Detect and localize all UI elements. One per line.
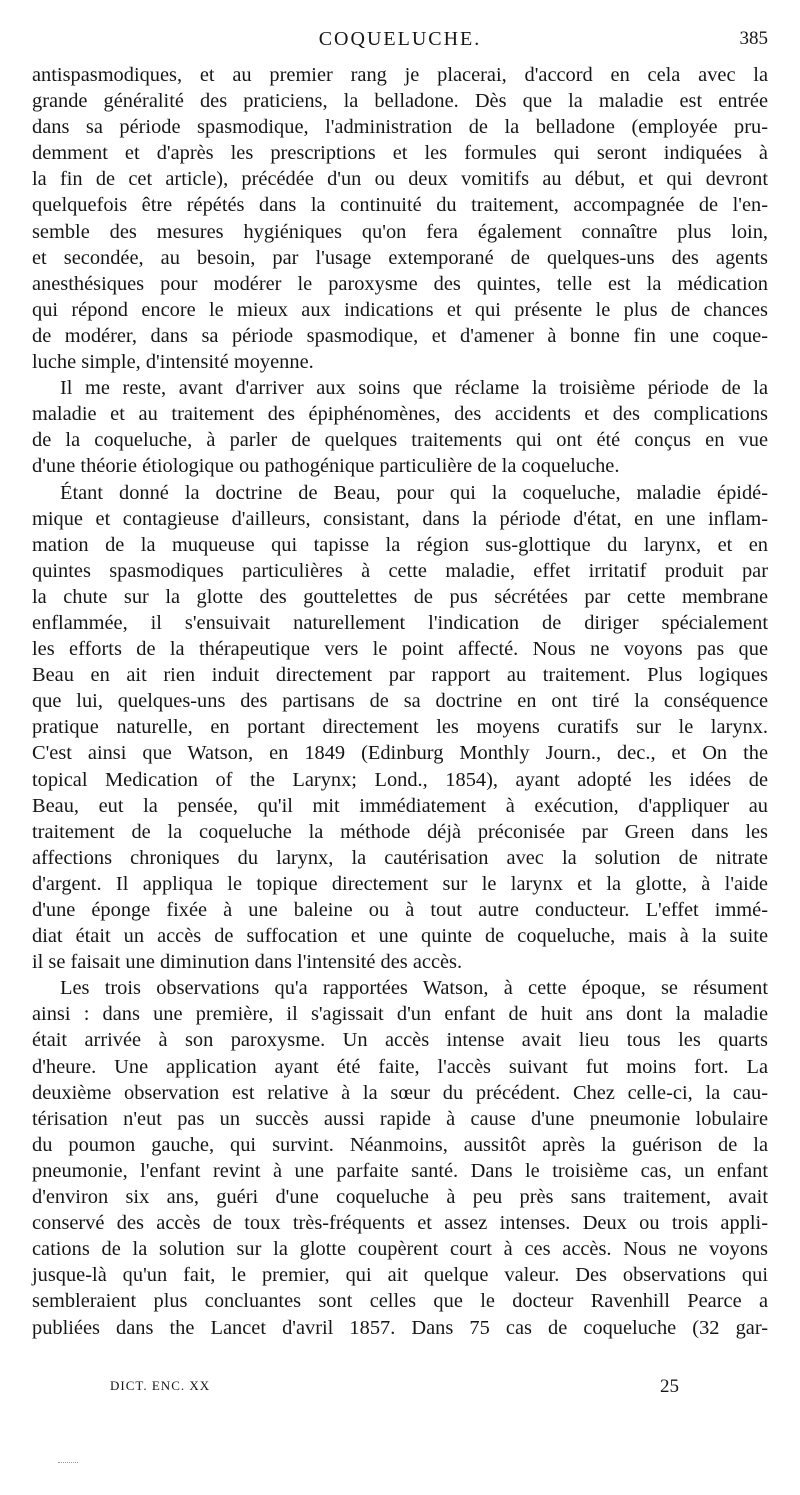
- text-line: et secondée, au besoin, par l'usage extemporané de quelques-uns des agents: [32, 246, 768, 269]
- text-line: d'une théorie étiologique ou pathogénique particulière de la coqueluche.: [32, 455, 620, 478]
- text-line: topical Medication of the Larynx; Lond., 1854), ayant adopté les idées de: [32, 768, 768, 791]
- text-line: C'est ainsi que Watson, en 1849 (Edinburg Monthly Journ., dec., et On the: [32, 742, 768, 765]
- text-line: il se faisait une diminution dans l'intensité des accès.: [32, 951, 463, 974]
- text-line: mation de la muqueuse qui tapisse la région sus-glottique du larynx, et en: [32, 533, 768, 556]
- print-mark: [58, 1462, 78, 1465]
- text-line: térisation n'eut pas un succès aussi rapide à cause d'une pneumonie lobulaire: [32, 1107, 768, 1130]
- text-line: affections chroniques du larynx, la cautérisation avec la solution de nitrate: [32, 846, 768, 869]
- text-line: antispasmodiques, et au premier rang je placerai, d'accord en cela avec la: [32, 64, 768, 86]
- page-footer: [110, 1376, 710, 1404]
- text-line: pratique naturelle, en portant directement les moyens curatifs sur le larynx.: [32, 716, 768, 739]
- text-line: demment et d'après les prescriptions et les formules qui seront indiquées à: [32, 142, 768, 165]
- text-line: deuxième observation est relative à la sœur du précédent. Chez celle-ci, la cau-: [32, 1081, 768, 1104]
- text-line: que lui, quelques-uns des partisans de sa doctrine en ont tiré la conséquence: [32, 690, 768, 713]
- text-line: publiées dans the Lancet d'avril 1857. Dans 75 cas de coqueluche (32 gar-: [32, 1316, 768, 1339]
- text-line: grande généralité des praticiens, la belladone. Dès que la maladie est entrée: [32, 90, 768, 113]
- page-number: 385: [739, 28, 768, 49]
- text-line: d'une éponge fixée à une baleine ou à tout autre conducteur. L'effet immé-: [32, 899, 768, 921]
- text-line: semble des mesures hygiéniques qu'on fera également connaître plus loin,: [32, 220, 768, 243]
- text-line: Beau en ait rien induit directement par rapport au traitement. Plus logiques: [32, 664, 768, 687]
- text-line: d'heure. Une application ayant été faite, l'accès suivant fut moins fort. La: [32, 1055, 768, 1078]
- text-line: traitement de la coqueluche la méthode déjà préconisée par Green dans les: [32, 820, 768, 843]
- text-line: était arrivée à son paroxysme. Un accès intense avait lieu tous les quarts: [32, 1029, 768, 1052]
- text-line: les efforts de la thérapeutique vers le point affecté. Nous ne voyons pas que: [32, 638, 768, 661]
- sheet-number: 25: [660, 1376, 679, 1397]
- text-line: ainsi : dans une première, il s'agissait d'un enfant de huit ans dont la maladie: [32, 1003, 768, 1026]
- text-line: quintes spasmodiques particulières à cette maladie, effet irritatif produit par: [32, 559, 768, 582]
- text-line: cations de la solution sur la glotte coupèrent court à ces accès. Nous ne voyons: [32, 1238, 768, 1261]
- text-line: dans sa période spasmodique, l'administration de la belladone (employée pru-: [32, 116, 768, 139]
- text-line: la chute sur la glotte des gouttelettes de pus sécrétées par cette membrane: [32, 585, 768, 608]
- text-line: pneumonie, l'enfant revint à une parfaite santé. Dans le troisième cas, un enfant: [32, 1159, 768, 1182]
- text-line: quelquefois être répétés dans la continuité du traitement, accompagnée de l'en-: [32, 194, 768, 217]
- text-line: du poumon gauche, qui survint. Néanmoins, aussitôt après la guérison de la: [32, 1133, 768, 1156]
- text-line: anesthésiques pour modérer le paroxysme des quintes, telle est la médication: [32, 272, 768, 295]
- text-line: enflammée, il s'ensuivait naturellement l'indication de diriger spécialement: [32, 611, 768, 634]
- running-title: COQUELUCHE.: [318, 28, 482, 50]
- text-line: de la coqueluche, à parler de quelques traitements qui ont été conçus en vue: [32, 429, 768, 452]
- text-line: Il me reste, avant d'arriver aux soins que réclame la troisième période de la: [60, 377, 768, 400]
- text-line: Étant donné la doctrine de Beau, pour qui la coqueluche, maladie épidé-: [60, 481, 768, 504]
- text-line: conservé des accès de toux très-fréquents et assez intenses. Deux ou trois appli-: [32, 1212, 768, 1235]
- text-line: mique et contagieuse d'ailleurs, consistant, dans la période d'état, en une inflam-: [32, 507, 768, 530]
- text-line: qui répond encore le mieux aux indications et qui présente le plus de chances: [32, 298, 768, 321]
- text-line: la fin de cet article), précédée d'un ou deux vomitifs au début, et qui devront: [32, 168, 768, 191]
- body-text: [32, 62, 768, 1341]
- text-line: Beau, eut la pensée, qu'il mit immédiatement à exécution, d'appliquer au: [32, 794, 768, 817]
- text-line: de modérer, dans sa période spasmodique, et d'amener à bonne fin une coque-: [32, 324, 768, 347]
- text-line: sembleraient plus concluantes sont celles que le docteur Ravenhill Pearce a: [32, 1290, 768, 1313]
- text-line: Les trois observations qu'a rapportées Watson, à cette époque, se résument: [60, 977, 768, 1000]
- page-header: [32, 28, 768, 58]
- printer-signature: DICT. ENC. XX: [110, 1378, 211, 1393]
- text-line: luche simple, d'intensité moyenne.: [32, 351, 314, 374]
- text-line: diat était un accès de suffocation et une quinte de coqueluche, mais à la suite: [32, 925, 768, 948]
- text-line: jusque-là qu'un fait, le premier, qui ait quelque valeur. Des observations qui: [32, 1264, 768, 1287]
- text-line: d'environ six ans, guéri d'une coqueluche à peu près sans traitement, avait: [32, 1186, 768, 1209]
- text-line: maladie et au traitement des épiphénomènes, des accidents et des complications: [32, 403, 768, 426]
- text-line: d'argent. Il appliqua le topique directement sur le larynx et la glotte, à l'aide: [32, 872, 768, 895]
